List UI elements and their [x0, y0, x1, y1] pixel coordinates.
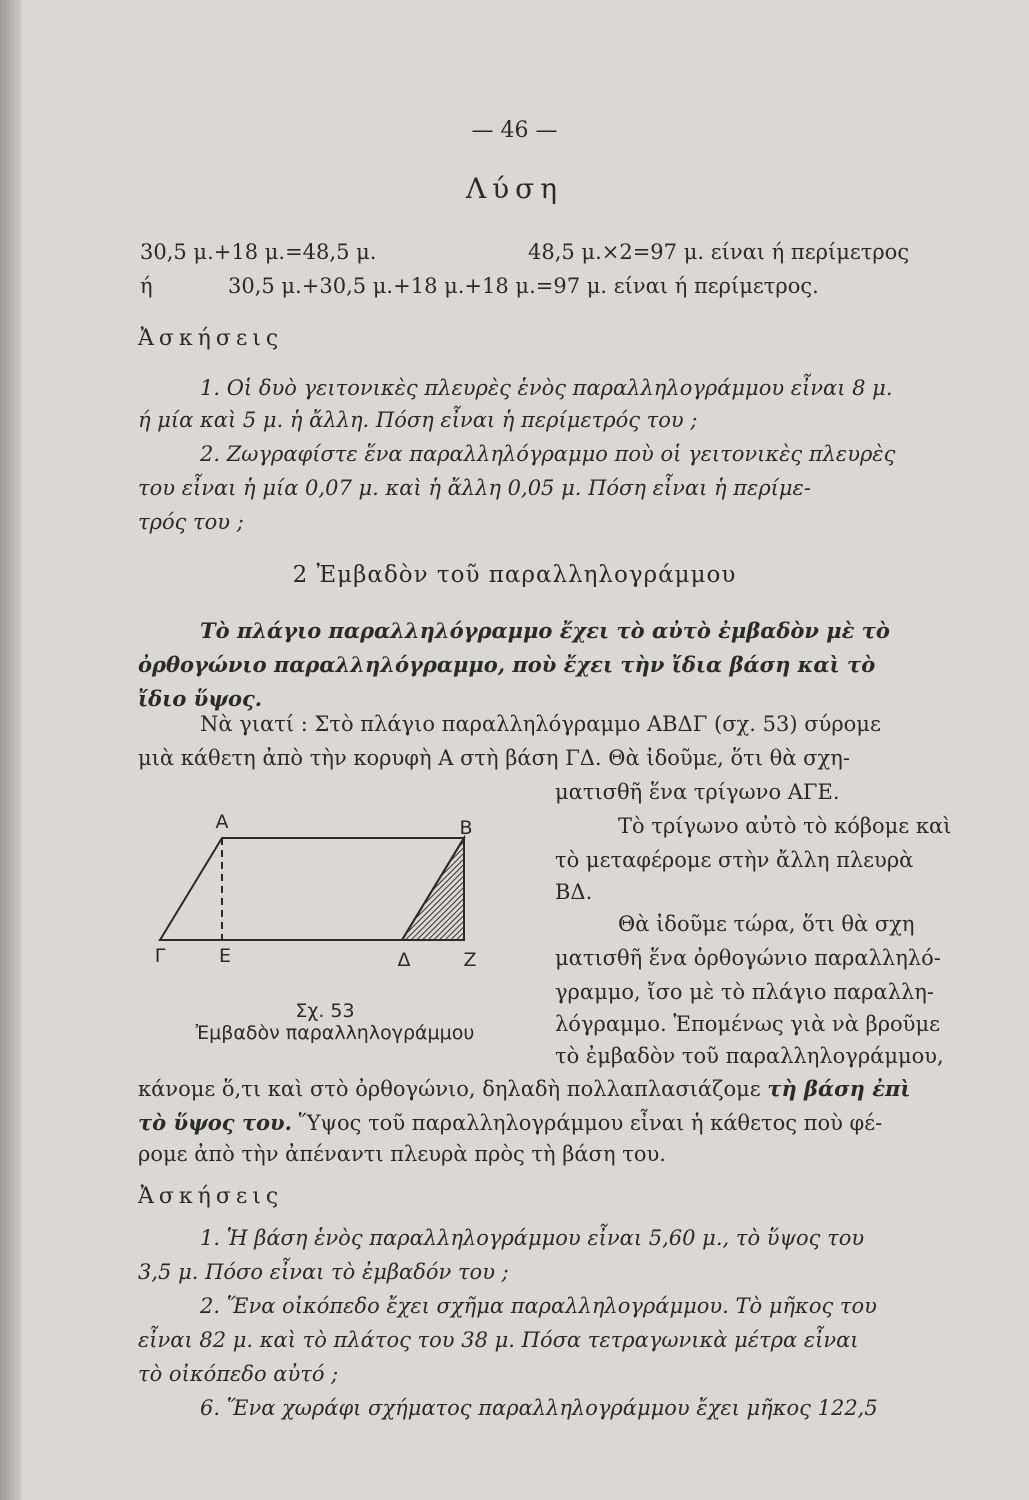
exercises-heading-2: Ἀσκήσεις — [138, 1184, 284, 1209]
parallelogram-figure — [150, 810, 500, 980]
solution-line-1-left: 30,5 μ.+18 μ.=48,5 μ. — [140, 240, 377, 264]
page-number: — 46 — — [471, 118, 558, 143]
explanation-right-6: ματισθῆ ἕνα ὀρθογώνιο παραλληλό- — [555, 946, 941, 970]
label-B: B — [459, 817, 473, 839]
explanation-right-8: λόγραμμο. Ἑπομένως γιὰ νὰ βροῦμε — [555, 1012, 940, 1036]
figure-caption-number: Σχ. 53 — [295, 1000, 355, 1022]
explanation-right-2: Τὸ τρίγωνο αὐτὸ τὸ κόβομε καὶ — [618, 814, 952, 838]
solution-line-1-right: 48,5 μ.×2=97 μ. είναι ή περίμετρος — [528, 240, 910, 264]
exercise-1-line-2: ή μία καὶ 5 μ. ἡ ἄλλη. Πόση εἶναι ἡ περίμετρός του ; — [138, 408, 698, 432]
explanation-end-line-2: τὸ ὕψος του. Ὕψος τοῦ παραλληλογράμμου εἶναι ἡ κάθετος ποὺ φέ- — [138, 1110, 883, 1135]
exercises-heading-1: Ἀσκήσεις — [138, 326, 284, 351]
label-E: Ε — [218, 945, 232, 967]
explanation-line-1: Νὰ γιατί : Στὸ πλάγιο παραλληλόγραμμο ΑΒΔΓ (σχ. 53) σύρομε — [200, 712, 881, 736]
figure-caption-title: Ἐμβαδὸν παραλληλογράμμου — [195, 1022, 475, 1044]
explanation-right-7: γραμμο, ἴσο μὲ τὸ πλάγιο παραλλη- — [555, 980, 934, 1004]
exercise-4-line-2: εἶναι 82 μ. καὶ τὸ πλάτος του 38 μ. Πόσα τετραγωνικὰ μέτρα εἶναι — [138, 1328, 859, 1352]
solution-line-2-left: ή — [140, 274, 153, 298]
label-Gamma: Γ — [154, 945, 166, 967]
explanation-end-line-3: ρομε ἀπὸ τὴν ἀπέναντι πλευρὰ πρὸς τὴ βάση του. — [138, 1142, 666, 1166]
rule-line-3: ἴδιο ὕψος. — [138, 686, 263, 711]
exercise-2-line-2: του εἶναι ἡ μία 0,07 μ. καὶ ἡ ἄλλη 0,05 μ. Πόση εἶναι ἡ περίμε- — [138, 476, 811, 500]
solution-line-2-right: 30,5 μ.+30,5 μ.+18 μ.+18 μ.=97 μ. είναι ή περίμετρος. — [228, 274, 819, 298]
exercise-4-line-1: 2. Ἕνα οἰκόπεδο ἔχει σχῆμα παραλληλογράμμου. Τὸ μῆκος του — [200, 1294, 877, 1318]
explanation-right-5: Θὰ ἰδοῦμε τώρα, ὅτι θὰ σχη — [618, 912, 915, 936]
explanation-line-2: μιὰ κάθετη ἀπὸ τὴν κορυφὴ Α στὴ βάση ΓΔ. Θὰ ἰδοῦμε, ὅτι θὰ σχη- — [138, 746, 850, 770]
exercise-5-line-1: 6. Ἕνα χωράφι σχήματος παραλληλογράμμου ἔχει μῆκος 122,5 — [200, 1396, 878, 1420]
label-Delta: Δ — [397, 949, 411, 971]
exercise-2-line-1: 2. Ζωγραφίστε ἕνα παραλληλόγραμμο ποὺ οἱ γειτονικὲς πλευρὲς — [200, 442, 896, 466]
exercise-4-line-3: τὸ οἰκόπεδο αὐτό ; — [138, 1362, 339, 1386]
label-A: A — [215, 811, 229, 833]
rule-line-1: Τὸ πλάγιο παραλληλόγραμμο ἔχει τὸ αὐτὸ ἐμβαδὸν μὲ τὸ — [200, 618, 890, 643]
explanation-right-1: ματισθῆ ἕνα τρίγωνο ΑΓΕ. — [555, 780, 840, 804]
explanation-end-line-1: κάνομε ὅ,τι καὶ στὸ ὀρθογώνιο, δηλαδὴ πολλαπλασιάζομε τὴ βάση ἐπὶ — [138, 1076, 911, 1101]
exercise-3-line-1: 1. Ἡ βάση ἑνὸς παραλληλογράμμου εἶναι 5,60 μ., τὸ ὕψος του — [200, 1226, 865, 1250]
page-binding-edge — [0, 0, 22, 1500]
exercise-1-line-1: 1. Οἱ δυὸ γειτονικὲς πλευρὲς ἑνὸς παραλληλογράμμου εἶναι 8 μ. — [200, 376, 893, 400]
rule-line-2: ὀρθογώνιο παραλληλόγραμμο, ποὺ ἔχει τὴν ἴδια βάση καὶ τὸ — [138, 652, 876, 677]
explanation-right-4: ΒΔ. — [555, 880, 593, 904]
shaded-triangle — [402, 838, 464, 940]
explanation-right-3: τὸ μεταφέρομε στὴν ἄλλη πλευρὰ — [555, 848, 914, 872]
label-Z: Ζ — [463, 949, 477, 971]
explanation-right-9: τὸ ἐμβαδὸν τοῦ παραλληλογράμμου, — [555, 1044, 944, 1068]
section-title: 2 Ἐμβαδὸν τοῦ παραλληλογράμμου — [292, 562, 737, 588]
exercise-2-line-3: τρός του ; — [138, 510, 244, 534]
solution-heading: Λύση — [465, 172, 564, 205]
exercise-3-line-2: 3,5 μ. Πόσο εἶναι τὸ ἐμβαδόν του ; — [138, 1260, 509, 1284]
